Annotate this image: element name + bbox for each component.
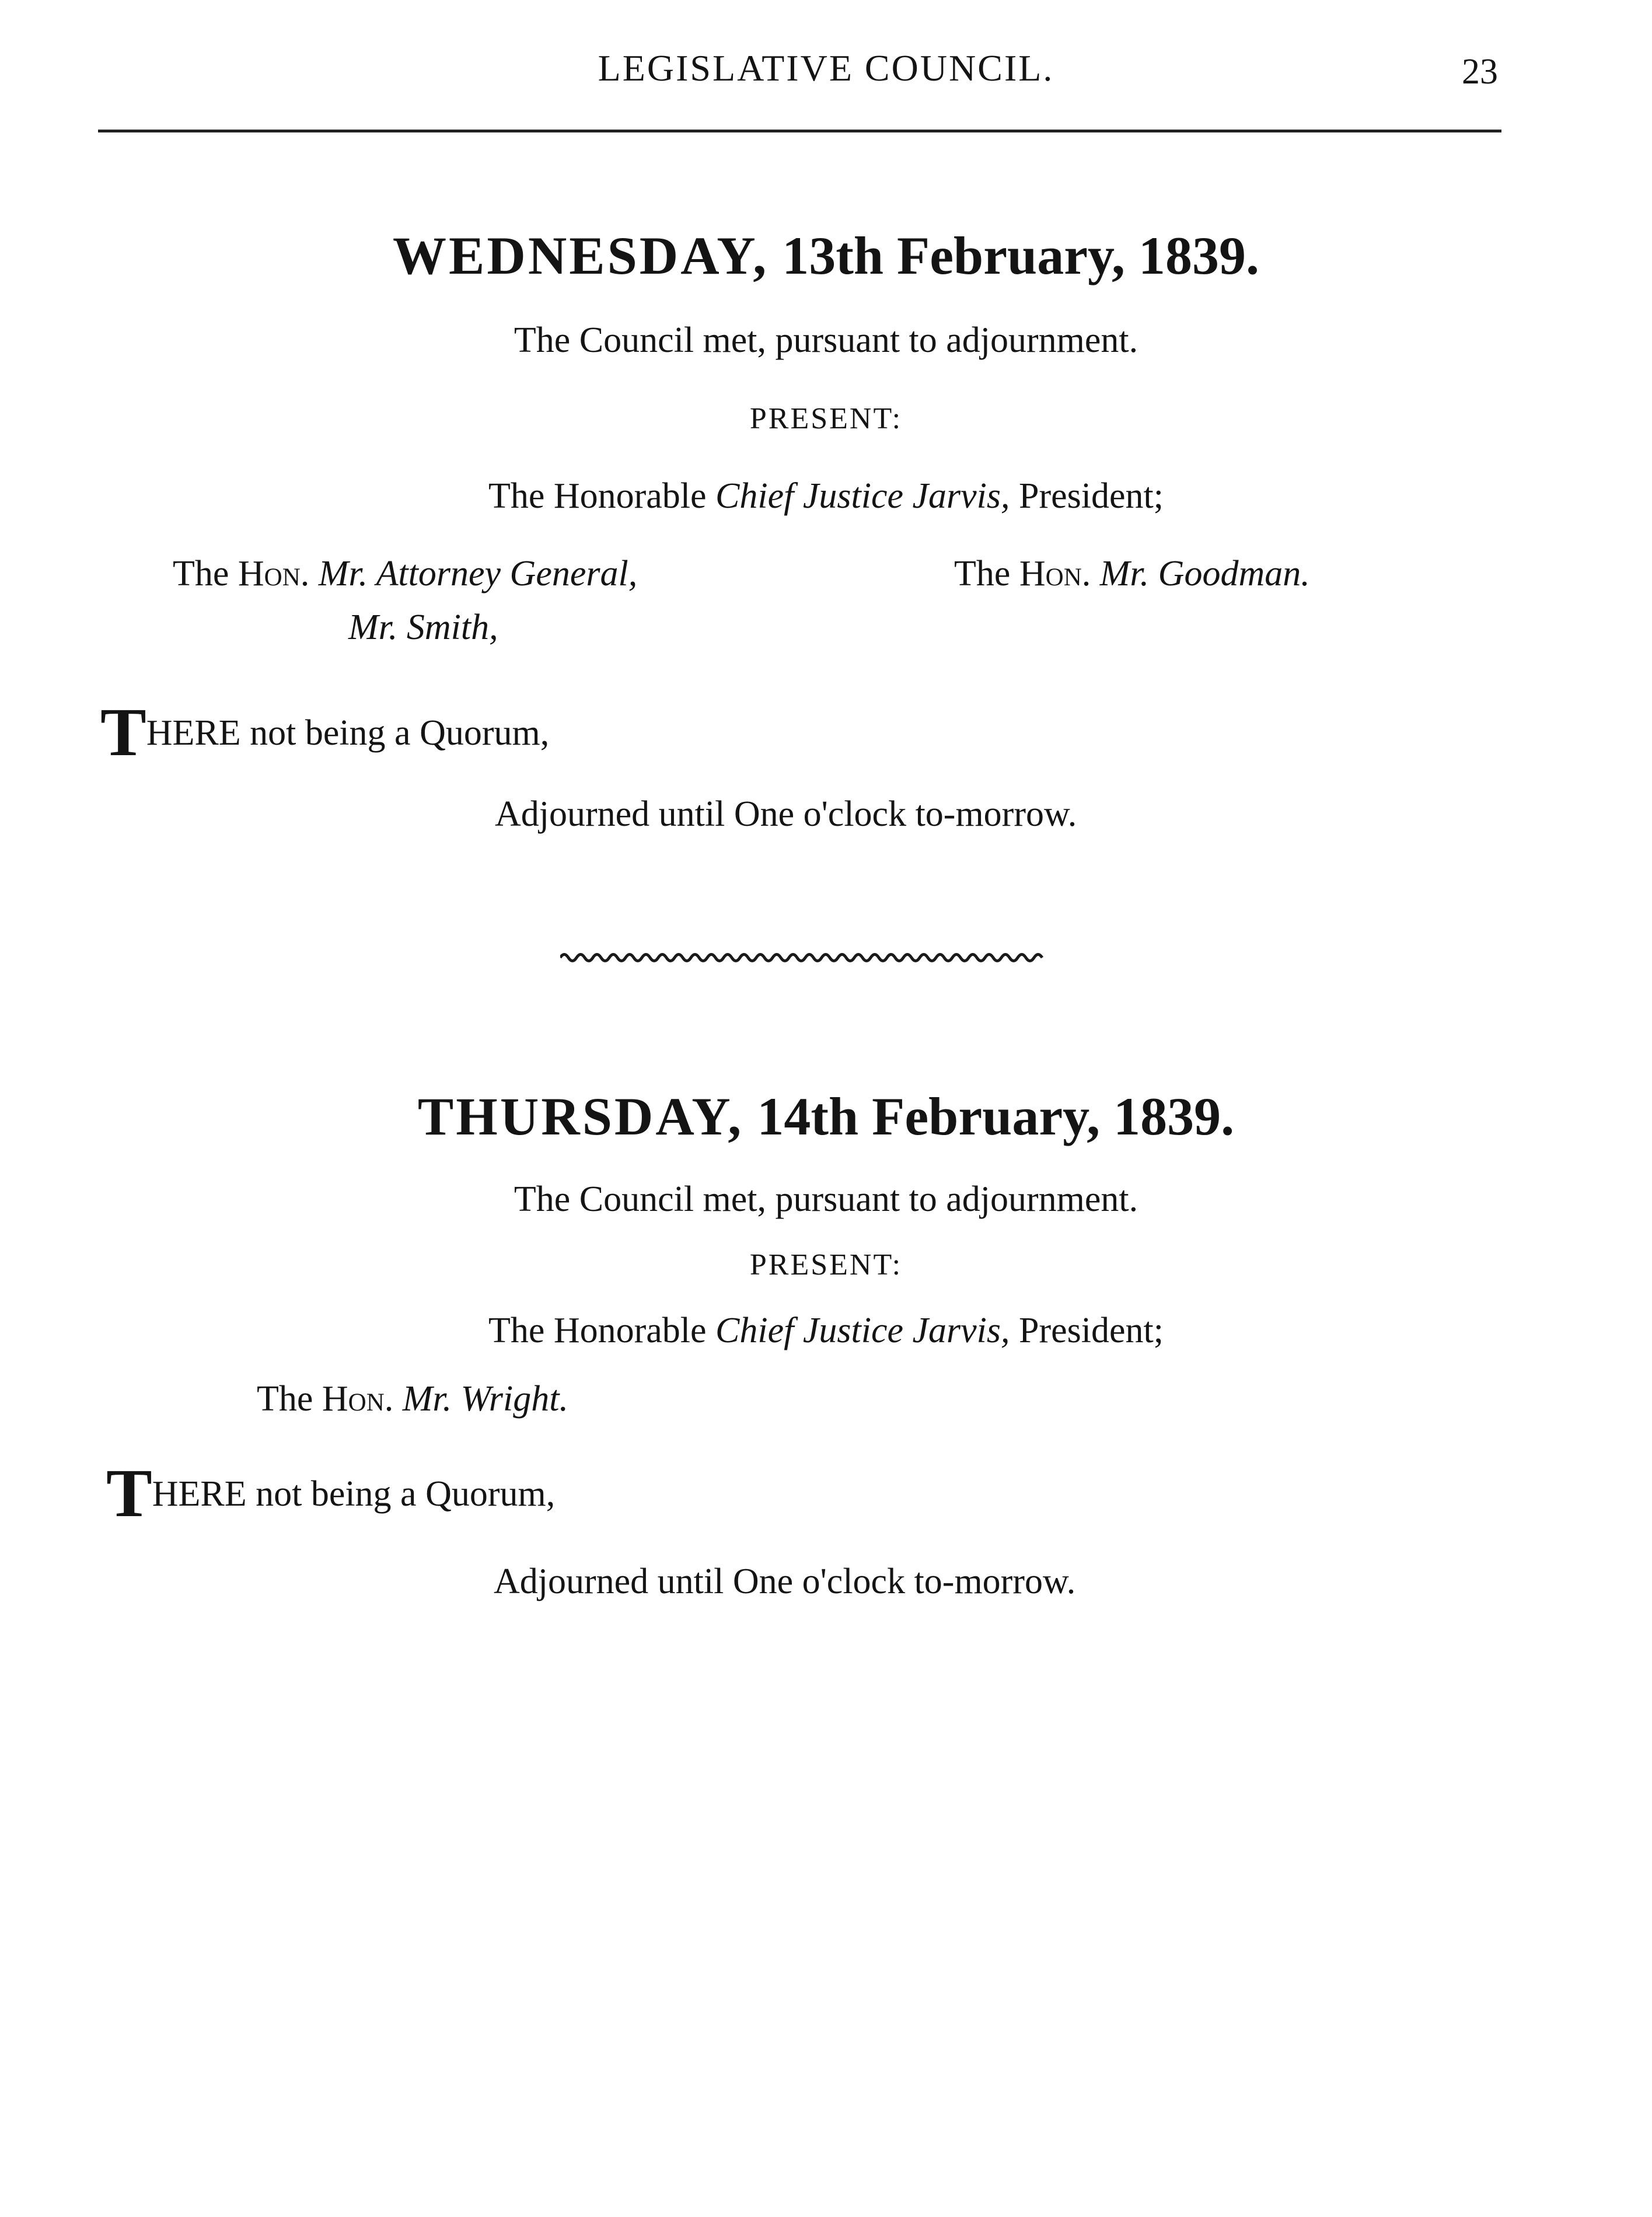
president-name: Chief Justice Jarvis,: [715, 476, 1010, 516]
president-role: President;: [1019, 476, 1164, 516]
council-met-line: The Council met, pursuant to adjournment.: [514, 1179, 1138, 1219]
sitting-date-heading: [0, 225, 1652, 287]
member-name: Mr. Attorney General,: [318, 554, 638, 593]
present-label: PRESENT:: [749, 402, 903, 435]
honorific: Hon.: [1019, 554, 1091, 593]
adjourned-line: Adjourned until One o'clock to-morrow.: [495, 794, 1077, 834]
weekday: THURSDAY,: [417, 1087, 744, 1146]
member-line-left-2: [348, 607, 498, 648]
running-head: LEGISLATIVE COUNCIL.: [598, 47, 1054, 89]
weekday: WEDNESDAY,: [393, 226, 769, 285]
header-rule: [98, 130, 1501, 132]
drop-cap: T: [106, 1455, 152, 1531]
wavy-divider: [560, 950, 1047, 965]
president-role: President;: [1019, 1311, 1164, 1350]
page-number: 23: [1462, 52, 1498, 92]
quorum-text: HERE not being a Quorum,: [146, 713, 550, 753]
member-line-left: [173, 553, 637, 595]
date: 13th February, 1839.: [782, 226, 1259, 285]
present-label: PRESENT:: [749, 1248, 903, 1282]
president-line: [0, 476, 1652, 517]
sitting-date-heading: [0, 1085, 1652, 1147]
member-line-left: [257, 1378, 568, 1420]
member-line-right: [954, 553, 1310, 595]
president-prefix: The Honorable: [488, 1311, 707, 1350]
honorific: Hon.: [238, 554, 310, 593]
council-met-line: The Council met, pursuant to adjournment.: [514, 320, 1138, 360]
adjourned-line: Adjourned until One o'clock to-morrow.: [494, 1562, 1076, 1601]
drop-cap: T: [100, 694, 146, 770]
member-prefix: The: [173, 554, 229, 593]
member-prefix: The: [257, 1379, 313, 1419]
president-prefix: The Honorable: [488, 476, 707, 516]
member-name: Mr. Wright.: [402, 1379, 568, 1419]
quorum-text: HERE not being a Quorum,: [152, 1474, 556, 1514]
president-line: [0, 1310, 1652, 1352]
member-name: Mr. Goodman.: [1099, 554, 1310, 593]
quorum-line: [100, 694, 550, 770]
member-prefix: The: [954, 554, 1011, 593]
member-name: Mr. Smith,: [348, 608, 498, 647]
president-name: Chief Justice Jarvis,: [715, 1311, 1010, 1350]
quorum-line: [106, 1455, 556, 1531]
honorific: Hon.: [322, 1379, 394, 1419]
date: 14th February, 1839.: [757, 1087, 1235, 1146]
